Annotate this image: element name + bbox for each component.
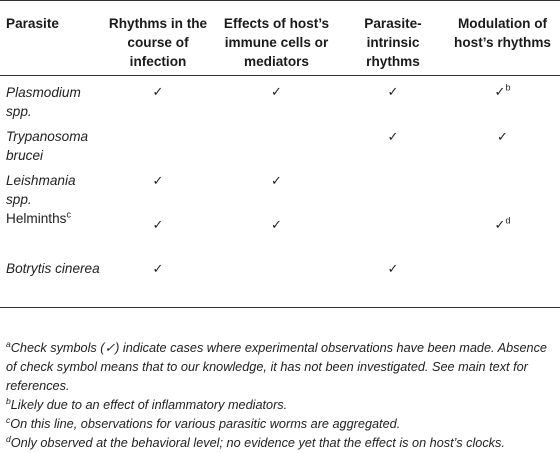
header-row (0, 1, 560, 76)
check-icon: ✓ (494, 218, 506, 233)
check-cell (341, 165, 445, 209)
check-icon: ✓ (271, 174, 282, 189)
check-icon: ✓ (271, 218, 282, 233)
check-cell (445, 209, 560, 253)
table-row (0, 253, 560, 307)
header-parasite: Parasite (6, 16, 59, 31)
check-cell (212, 121, 341, 165)
check-cell (445, 165, 560, 209)
check-icon: ✓ (387, 262, 399, 277)
header-host-modulation: Modulation of host’s rhythms (454, 16, 551, 50)
parasite-name-text: Botrytis cinerea (6, 261, 100, 276)
table-row (0, 209, 560, 253)
check-cell (212, 253, 341, 307)
footnote-marker: d (505, 215, 511, 226)
check-icon: ✓ (271, 85, 282, 100)
check-icon: ✓ (152, 174, 164, 189)
check-cell (212, 76, 341, 122)
header-rhythms-infection: Rhythms in the course of infection (108, 16, 208, 69)
check-icon: ✓ (497, 130, 508, 145)
header-immune-effects: Effects of host’s immune cells or mediators (223, 16, 330, 69)
check-icon: ✓ (152, 218, 164, 233)
parasite-name-text: Trypanosoma brucei (6, 129, 89, 163)
footnote-text: Likely due to an effect of inflammatory mediators. (10, 398, 288, 412)
check-cell (104, 165, 212, 209)
footnote-d (6, 434, 558, 453)
table-body (0, 76, 560, 308)
check-icon: ✓ (387, 130, 399, 145)
parasite-name-text: Plasmodium spp. (6, 85, 81, 119)
footnote-marker: c (6, 414, 11, 425)
check-cell (445, 76, 560, 122)
footnote-marker: b (6, 395, 11, 406)
check-cell (104, 209, 212, 253)
check-cell (212, 209, 341, 253)
table-row (0, 76, 560, 122)
check-icon: ✓ (152, 262, 164, 277)
check-cell (341, 121, 445, 165)
footnote-text: On this line, observations for various parasitic worms are aggregated. (10, 417, 401, 431)
check-cell (104, 76, 212, 122)
check-cell (104, 121, 212, 165)
footnote-marker: b (505, 82, 511, 93)
footnote-b (6, 396, 558, 415)
check-icon: ✓ (387, 85, 399, 100)
parasite-name (0, 121, 104, 165)
check-icon: ✓ (494, 85, 506, 100)
check-cell (341, 253, 445, 307)
check-cell (104, 253, 212, 307)
parasite-name (0, 253, 104, 307)
check-cell (445, 121, 560, 165)
footnote-a (6, 339, 558, 396)
check-cell (341, 209, 445, 253)
check-cell (212, 165, 341, 209)
parasite-name-text: Leishmania spp. (6, 173, 76, 207)
check-icon: ✓ (152, 85, 164, 100)
header-intrinsic-rhythms: Parasite-intrinsic rhythms (364, 16, 422, 69)
footnotes (6, 339, 558, 453)
parasite-name (0, 209, 104, 253)
check-cell (341, 76, 445, 122)
footnote-text: Check symbols (✓) indicate cases where experimental observations have been made. Absence of check symbol means that to our knowledge, it has not been investigated. See main text for references. (6, 341, 547, 393)
footnote-c (6, 415, 558, 434)
table-header (0, 1, 560, 76)
parasite-name-text: Helminths (6, 211, 67, 226)
footnote-text: Only observed at the behavioral level; no evidence yet that the effect is on host’s clocks. (10, 436, 505, 450)
footnote-marker: c (66, 209, 71, 220)
check-cell (445, 253, 560, 307)
footnote-marker: a (6, 338, 11, 349)
footnote-marker: d (6, 433, 11, 444)
table-row (0, 165, 560, 209)
table-row (0, 121, 560, 165)
parasite-name (0, 76, 104, 122)
parasite-name (0, 165, 104, 209)
